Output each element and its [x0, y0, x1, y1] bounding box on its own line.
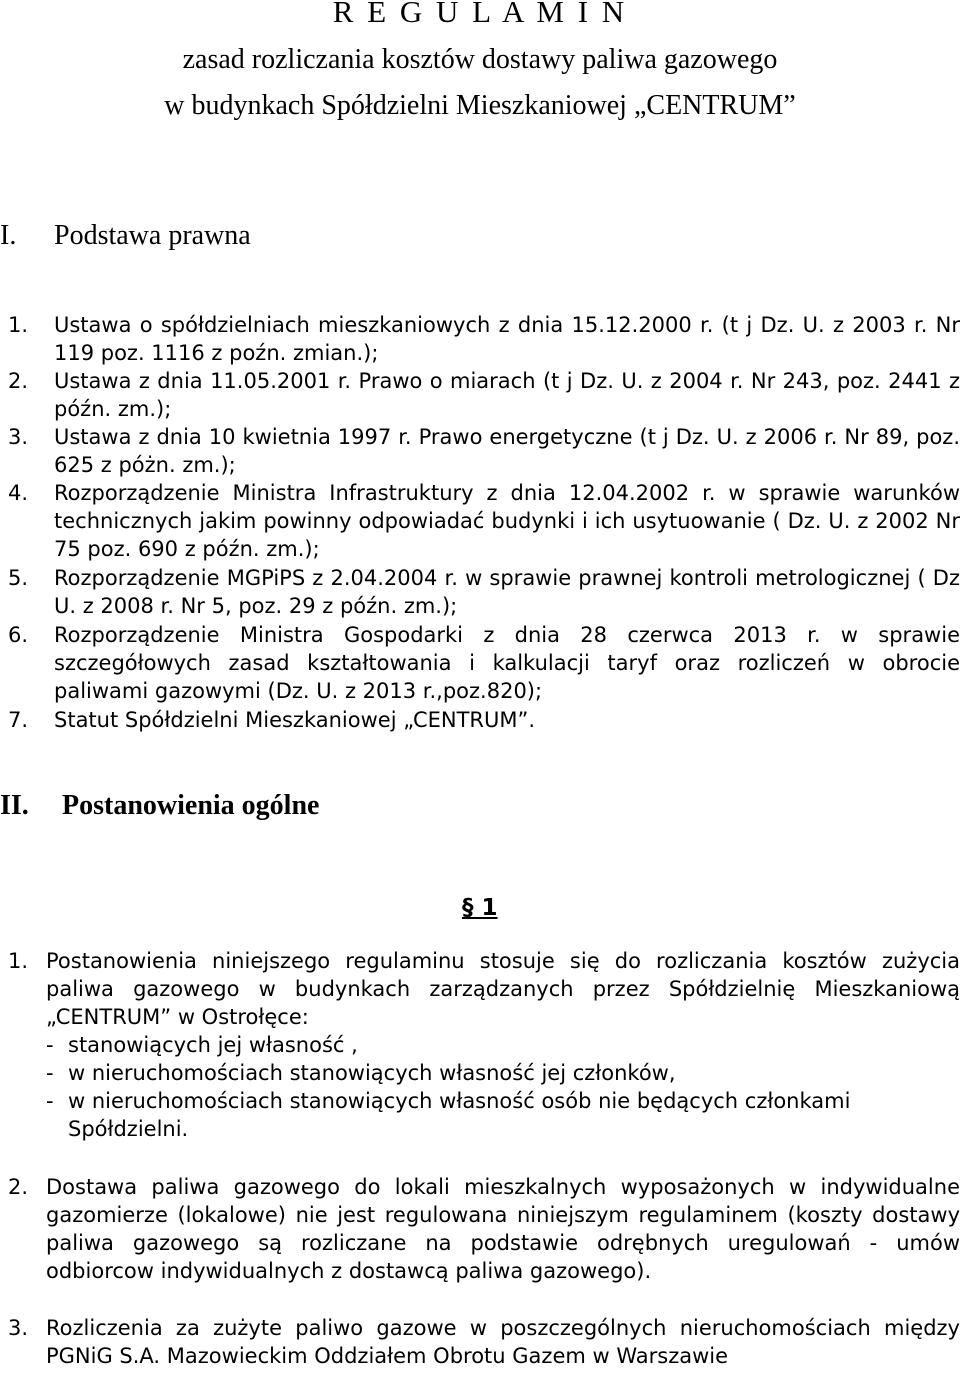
- ownership-bullet: [46, 1059, 960, 1087]
- legal-basis-item-text: Rozporządzenie Ministra Gospodarki z dnia 28 czerwca 2013 r. w sprawie szczegółowych zasad kształtowania i kalkulacji taryf oraz rozliczeń w obrocie paliwami gazowymi (Dz. U. z 2013 r.,poz.820);: [54, 623, 960, 703]
- bullet-dash: -: [46, 1033, 54, 1057]
- general-provision-1: [8, 947, 960, 1143]
- general-provision-3: [8, 1314, 960, 1370]
- ownership-bullet: [46, 1087, 960, 1115]
- provision-number: 3.: [8, 1316, 29, 1340]
- legal-basis-item-number: 3.: [8, 425, 29, 449]
- document-subtitle-line-1: zasad rozliczania kosztów dostawy paliwa gazowego: [182, 44, 778, 75]
- bullet-text: w nieruchomościach stanowiących własność osób nie będących członkami: [68, 1089, 851, 1113]
- legal-basis-item-number: 6.: [8, 623, 29, 647]
- legal-basis-item-number: 4.: [8, 481, 29, 505]
- legal-basis-item: [8, 423, 960, 479]
- general-provision-2: [8, 1173, 960, 1285]
- bullet-dash: -: [46, 1061, 54, 1085]
- provision-text: Rozliczenia za zużyte paliwo gazowe w poszczególnych nieruchomościach między PGNiG S.A. Mazowieckim Oddziałem Obrotu Gazem w Warszawie: [46, 1316, 960, 1368]
- legal-basis-item-number: 5.: [8, 566, 29, 590]
- bullet-continuation: Spółdzielni.: [68, 1117, 189, 1141]
- document-title: R E G U L A M I N: [332, 0, 628, 29]
- provision-number: 1.: [8, 949, 29, 973]
- legal-basis-item: [8, 706, 960, 734]
- legal-basis-item-text: Statut Spółdzielni Mieszkaniowej „CENTRUM”.: [54, 708, 536, 732]
- legal-basis-item-text: Ustawa z dnia 11.05.2001 r. Prawo o miarach (t j Dz. U. z 2004 r. Nr 243, poz. 2441 z późn. zm.);: [54, 369, 960, 421]
- section-2-title: Postanowienia ogólne: [62, 790, 320, 821]
- section-1-number: I.: [0, 220, 17, 251]
- legal-basis-item-text: Ustawa z dnia 10 kwietnia 1997 r. Prawo energetyczne (t j Dz. U. z 2006 r. Nr 89, poz. 625 z póżn. zm.);: [54, 425, 960, 477]
- legal-basis-item-number: 2.: [8, 369, 29, 393]
- legal-basis-item: [8, 621, 960, 705]
- legal-basis-item-text: Rozporządzenie MGPiPS z 2.04.2004 r. w sprawie prawnej kontroli metrologicznej ( Dz U. z 2008 r. Nr 5, poz. 29 z późn. zm.);: [54, 566, 960, 618]
- section-2-number: II.: [0, 790, 29, 821]
- paragraph-sign: § 1: [462, 895, 498, 921]
- legal-basis-item: [8, 564, 960, 620]
- provision-text: Postanowienia niniejszego regulaminu stosuje się do rozliczania kosztów zużycia paliwa gazowego w budynkach zarządzanych przez Spółdzielnię Mieszkaniową „CENTRUM” w Ostrołęce:: [46, 949, 960, 1029]
- legal-basis-item: [8, 479, 960, 563]
- legal-basis-item: [8, 311, 960, 367]
- legal-basis-item-text: Ustawa o spółdzielniach mieszkaniowych z dnia 15.12.2000 r. (t j Dz. U. z 2003 r. Nr 119 poz. 1116 z poźn. zmian.);: [54, 313, 960, 365]
- bullet-text: stanowiących jej własność ,: [68, 1033, 358, 1057]
- provision-text: Dostawa paliwa gazowego do lokali mieszkalnych wyposażonych w indywidualne gazomierze (lokalowe) nie jest regulowana niniejszym regulaminem (koszty dostawy paliwa gazowego są rozliczane na podstawie odrębnych uregulowań - umów odbiorcow indywidualnych z dostawcą paliwa gazowego).: [46, 1175, 960, 1283]
- document-subtitle-line-2: w budynkach Spółdzielni Mieszkaniowej „CENTRUM”: [164, 90, 796, 121]
- bullet-dash: -: [46, 1089, 54, 1113]
- legal-basis-item-number: 1.: [8, 313, 29, 337]
- provision-number: 2.: [8, 1175, 29, 1199]
- legal-basis-item: [8, 367, 960, 423]
- legal-basis-item-number: 7.: [8, 708, 29, 732]
- legal-basis-item-text: Rozporządzenie Ministra Infrastruktury z dnia 12.04.2002 r. w sprawie warunków technicznych jakim powinny odpowiadać budynki i ich usytuowanie ( Dz. U. z 2002 Nr 75 poz. 690 z późn. zm.);: [54, 481, 960, 561]
- ownership-bullet: [46, 1031, 960, 1059]
- bullet-text: w nieruchomościach stanowiących własność jej członków,: [68, 1061, 676, 1085]
- section-1-title: Podstawa prawna: [54, 220, 251, 251]
